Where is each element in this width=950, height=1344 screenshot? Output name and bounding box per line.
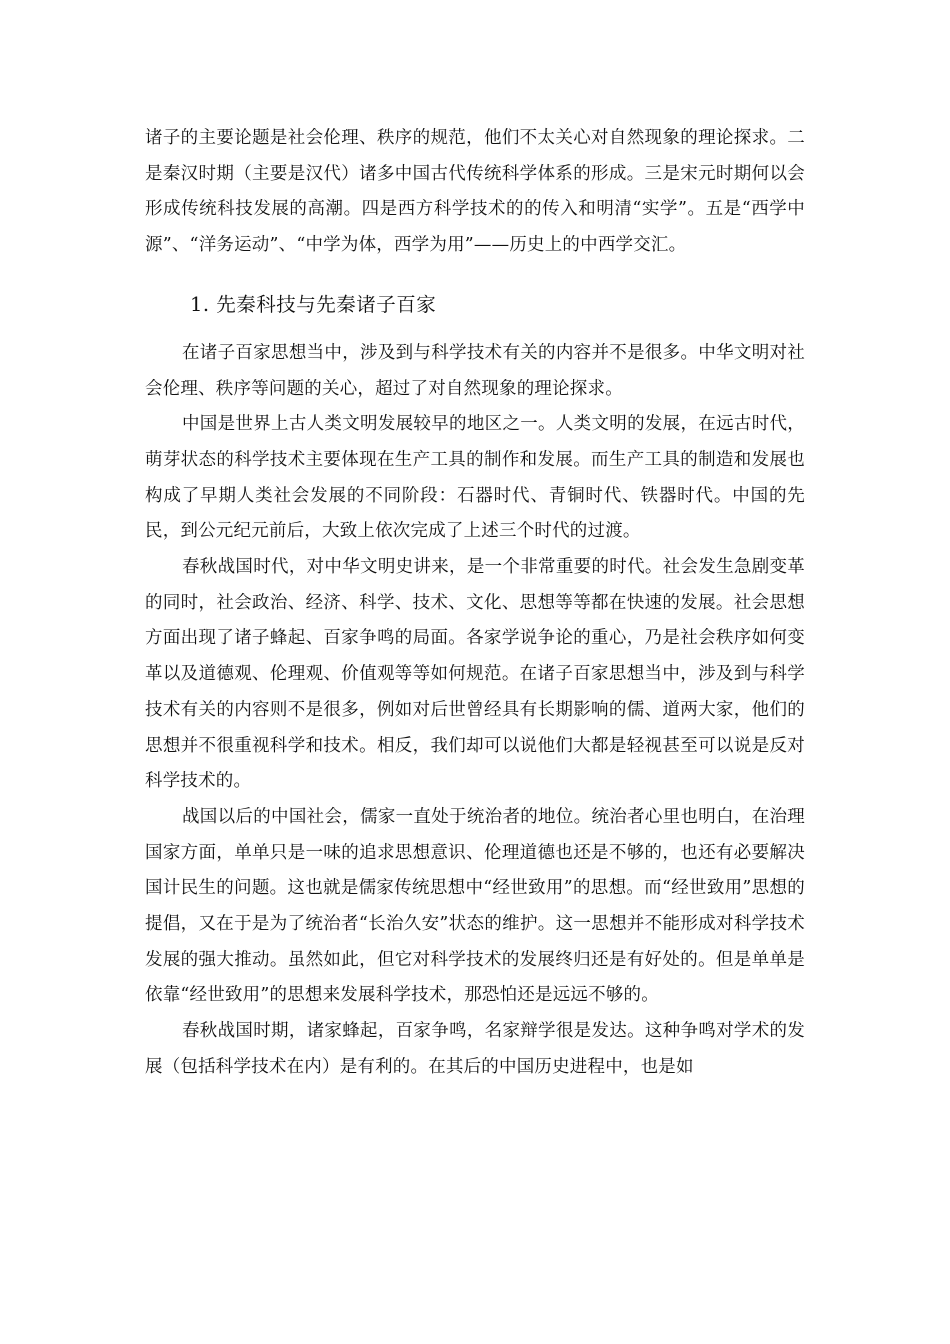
body-paragraph-5: 春秋战国时期，诸家蜂起，百家争鸣，名家辩学很是发达。这种争鸣对学术的发展（包括科学技术在内）是有利的。在其后的中国历史进程中，也是如 <box>145 1021 805 1077</box>
spacer <box>145 320 805 336</box>
body-paragraph-1: 在诸子百家思想当中，涉及到与科学技术有关的内容并不是很多。中华文明对社会伦理、秩序等问题的关心，超过了对自然现象的理论探求。 <box>145 342 805 399</box>
section-heading: 1. 先秦科技与先秦诸子百家 <box>190 292 437 316</box>
document-body <box>145 121 805 1086</box>
intro-paragraph: 诸子的主要论题是社会伦理、秩序的规范，他们不太关心对自然现象的理论探求。二是秦汉时期（主要是汉代）诸多中国古代传统科学体系的形成。三是宋元时期何以会形成传统科技发展的高潮。四是西方科学技术的的传入和明清“实学”。五是“西学中源”、“洋务运动”、“中学为体，西学为用”——历史上的中西学交汇。 <box>145 128 805 256</box>
spacer <box>145 264 805 290</box>
body-paragraph-2: 中国是世界上古人类文明发展较早的地区之一。人类文明的发展，在远古时代，萌芽状态的科学技术主要体现在生产工具的制作和发展。而生产工具的制造和发展也构成了早期人类社会发展的不同阶段：石器时代、青铜时代、铁器时代。中国的先民，到公元纪元前后，大致上依次完成了上述三个时代的过渡。 <box>145 414 805 542</box>
body-paragraph-3: 春秋战国时代，对中华文明史讲来，是一个非常重要的时代。社会发生急剧变革的同时，社会政治、经济、科学、技术、文化、思想等等都在快速的发展。社会思想方面出现了诸子蜂起、百家争鸣的局面。各家学说争论的重心，乃是社会秩序如何变革以及道德观、伦理观、价值观等等如何规范。在诸子百家思想当中，涉及到与科学技术有关的内容则不是很多，例如对后世曾经具有长期影响的儒、道两大家，他们的思想并不很重视科学和技术。相反，我们却可以说他们大都是轻视甚至可以说是反对科学技术的。 <box>145 557 805 792</box>
body-paragraph-4: 战国以后的中国社会，儒家一直处于统治者的地位。统治者心里也明白，在治理国家方面，单单只是一味的追求思想意识、伦理道德也还是不够的，也还有必要解决国计民生的问题。这也就是儒家传统思想中“经世致用”的思想。而“经世致用”思想的提倡，又在于是为了统治者“长治久安”状态的维护。这一思想并不能形成对科学技术发展的强大推动。虽然如此，但它对科学技术的发展终归还是有好处的。但是单单是依靠“经世致用”的思想来发展科学技术，那恐怕还是远远不够的。 <box>145 806 805 1006</box>
